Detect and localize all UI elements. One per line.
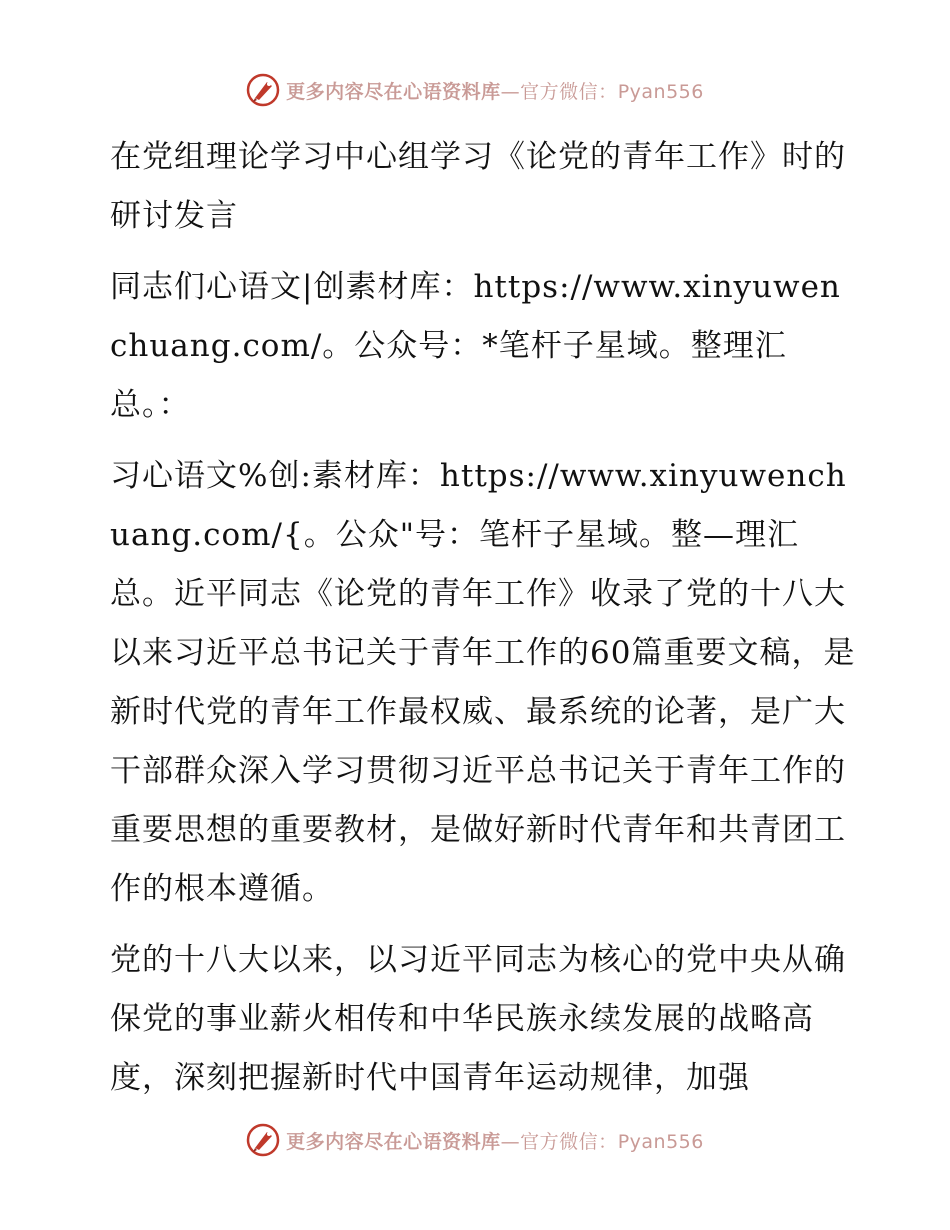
watermark-dash: —: [500, 80, 521, 103]
watermark-text: [286, 1127, 704, 1154]
watermark-wechat-id: Pyan556: [617, 1130, 704, 1153]
watermark-main: 更多内容尽在心语资料库: [286, 1130, 501, 1153]
document-title: 在党组理论学习中心组学习《论党的青年工作》时的研讨发言: [110, 139, 846, 234]
watermark-dash: —: [500, 1130, 521, 1153]
paragraph-1: 同志们心语文|创素材库：https://www.xinyuwenchuang.com/。公众号：*笔杆子星域。整理汇总。：: [110, 269, 841, 423]
document-body: [96, 128, 856, 1120]
footer-watermark: [0, 1120, 950, 1160]
header-watermark: [0, 70, 950, 110]
watermark-main: 更多内容尽在心语资料库: [286, 80, 501, 103]
watermark-official: 官方微信：: [520, 1130, 618, 1153]
paragraph-3: 党的十八大以来，以习近平同志为核心的党中央从确保党的事业薪火相传和中华民族永续发展的战略高度，深刻把握新时代中国青年运动规律，加强: [110, 942, 846, 1096]
watermark-official: 官方微信：: [520, 80, 618, 103]
watermark-text: [286, 77, 704, 104]
pen-nib-logo-icon: [246, 73, 280, 107]
paragraph-2: 习心语文%创:素材库：https://www.xinyuwenchuang.com/{。公众"号：笔杆子星域。整—理汇总。近平同志《论党的青年工作》收录了党的十八大以来习近平总书记关于青年工作的60篇重要文稿，是新时代党的青年工作最权威、最系统的论著，是广大干部群众深入学习贯彻习近平总书记关于青年工作的重要思想的重要教材，是做好新时代青年和共青团工作的根本遵循。: [110, 458, 856, 907]
pen-nib-logo-icon: [246, 1123, 280, 1157]
watermark-wechat-id: Pyan556: [617, 80, 704, 103]
